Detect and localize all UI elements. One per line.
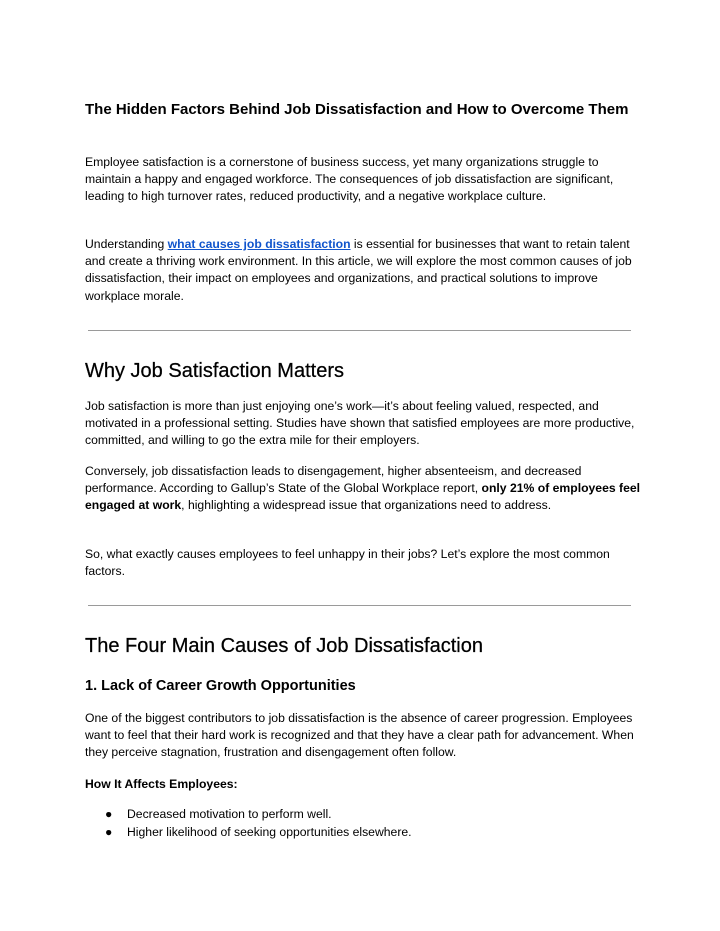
career-growth-paragraph: One of the biggest contributors to job dissatisfaction is the absence of career progression. Employees want to feel that their hard work is recognized and that they have a clear path for advancement. When they perceive stagnation, frustration and disengagement often follow. bbox=[85, 711, 634, 760]
engagement-statistic: only 21% of employees feel engaged at work bbox=[85, 481, 641, 513]
list-item bbox=[85, 824, 412, 842]
section1-paragraph-2-rest: , highlighting a widespread issue that organizations need to address. bbox=[181, 498, 552, 513]
list-item-text: Decreased motivation to perform well. bbox=[127, 807, 332, 821]
bullet-icon: ● bbox=[105, 824, 113, 839]
section1-paragraph-1: Job satisfaction is more than just enjoying one’s work—it’s about feeling valued, respected, and motivated in a professional setting. Studies have shown that satisfied employees are more productive, committed, and willing to go the extra mile for their employers. bbox=[85, 399, 635, 448]
section-divider-2 bbox=[88, 605, 631, 606]
section1-paragraph-2-lead: Conversely, job dissatisfaction leads to disengagement, higher absenteeism, and decreased performance. According to Gallup’s State of the Global Workplace report, bbox=[85, 464, 582, 496]
intro-paragraph-2-rest: is essential for businesses that want to retain talent and create a thriving work environment. In this article, we will explore the most common causes of job dissatisfaction, their impact on employees and organizations, and practical solutions to improve workplace morale. bbox=[85, 237, 632, 303]
document-title: The Hidden Factors Behind Job Dissatisfaction and How to Overcome Them bbox=[85, 101, 629, 118]
section-divider-1 bbox=[88, 330, 631, 331]
bullet-icon: ● bbox=[105, 807, 113, 821]
intro-paragraph-2-lead: Understanding bbox=[85, 237, 168, 251]
section1-paragraph-3: So, what exactly causes employees to feel unhappy in their jobs? Let’s explore the most common factors. bbox=[85, 547, 610, 579]
effects-bullet-list bbox=[85, 806, 412, 841]
intro-paragraph-2 bbox=[85, 236, 645, 305]
subheading-career-growth: 1. Lack of Career Growth Opportunities bbox=[85, 678, 356, 694]
job-dissatisfaction-link[interactable]: what causes job dissatisfaction bbox=[167, 237, 351, 251]
section-heading-why-satisfaction: Why Job Satisfaction Matters bbox=[85, 360, 344, 382]
intro-paragraph-1: Employee satisfaction is a cornerstone of business success, yet many organizations struggle to maintain a happy and engaged workforce. The consequences of job dissatisfaction are significant, leading to high turnover rates, reduced productivity, and a negative workplace culture. bbox=[85, 155, 614, 204]
section-heading-four-causes: The Four Main Causes of Job Dissatisfaction bbox=[85, 635, 483, 657]
how-it-affects-label: How It Affects Employees: bbox=[85, 777, 238, 791]
list-item-text: Higher likelihood of seeking opportunities elsewhere. bbox=[127, 824, 412, 839]
list-item bbox=[85, 806, 412, 824]
section1-paragraph-2 bbox=[85, 463, 645, 515]
